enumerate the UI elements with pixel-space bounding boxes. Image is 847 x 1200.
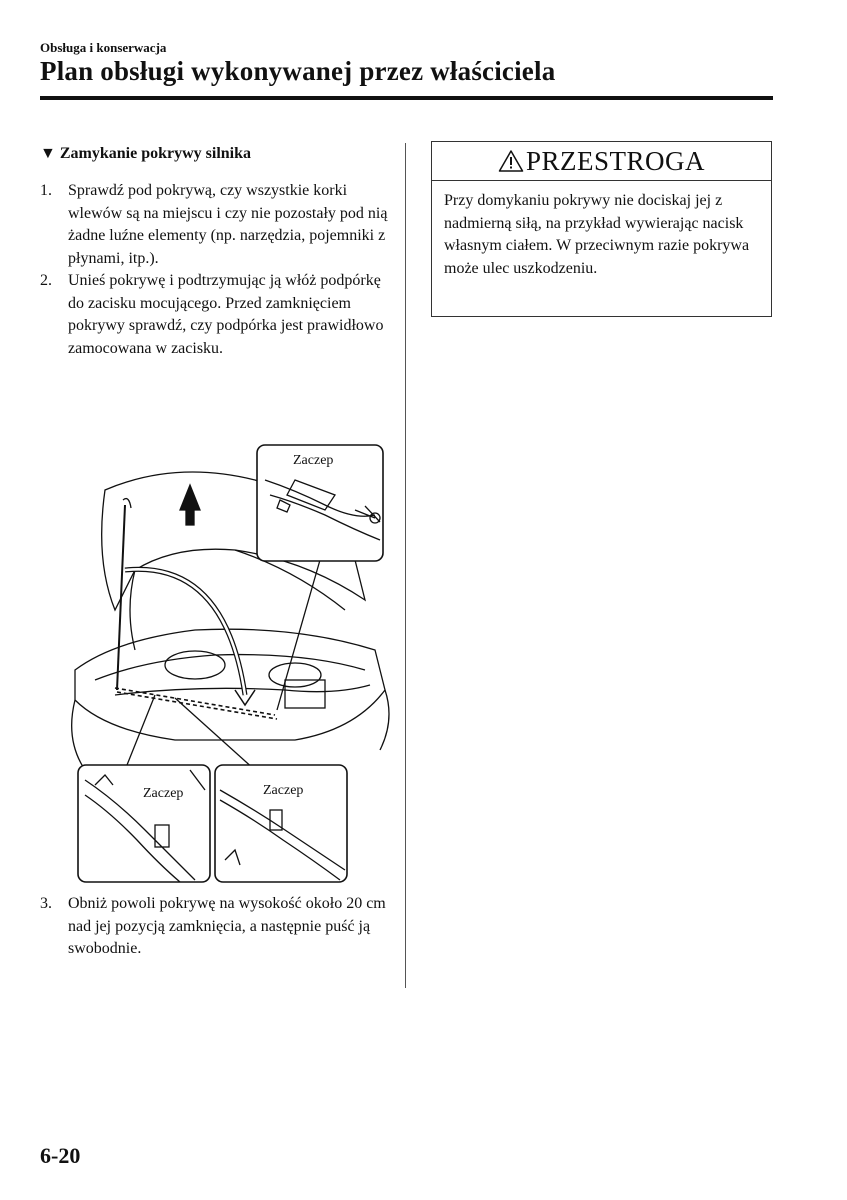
figure-label-zaczep-right: Zaczep bbox=[263, 783, 304, 798]
caution-title: PRZESTROGA bbox=[525, 145, 706, 176]
step-item bbox=[40, 270, 390, 360]
step-item bbox=[40, 893, 390, 961]
step-number: 1. bbox=[40, 182, 52, 199]
caution-header bbox=[432, 142, 771, 181]
step-number: 3. bbox=[40, 895, 52, 912]
procedure-heading bbox=[40, 145, 251, 163]
triangle-down-icon: ▼ bbox=[40, 145, 56, 162]
step-number: 2. bbox=[40, 272, 52, 289]
steps-list-bottom bbox=[40, 893, 390, 961]
figure-label-zaczep-left: Zaczep bbox=[143, 786, 184, 801]
warning-triangle-icon bbox=[498, 149, 524, 173]
step-text: Sprawdź pod pokrywą, czy wszystkie korki wlewów są na miejscu i czy nie pozostały pod nią żadne luźne elementy (np. narzędzia, pojemniki z płynami, itp.). bbox=[68, 182, 388, 267]
hood-closing-illustration bbox=[55, 440, 395, 890]
steps-list-top bbox=[40, 180, 390, 360]
section-label: Obsługa i konserwacja bbox=[40, 40, 167, 55]
title-rule bbox=[40, 96, 773, 100]
caution-text: Przy domykaniu pokrywy nie dociskaj jej z nadmierną siłą, na przykład wywierając nacisk własnym ciałem. W przeciwnym razie pokrywa może ulec uszkodzeniu. bbox=[444, 192, 750, 277]
page-number: 6-20 bbox=[40, 1143, 81, 1168]
column-divider bbox=[405, 143, 406, 988]
page-title: Plan obsługi wykonywanej przez właściciela bbox=[40, 56, 556, 86]
step-text: Obniż powoli pokrywę na wysokość około 20 cm nad jej pozycją zamknięcia, a następnie puść ją swobodnie. bbox=[68, 895, 386, 957]
caution-box bbox=[431, 141, 772, 317]
step-item bbox=[40, 180, 390, 270]
procedure-heading-text: Zamykanie pokrywy silnika bbox=[59, 145, 251, 162]
figure-label-zaczep-top: Zaczep bbox=[293, 453, 334, 468]
step-text: Unieś pokrywę i podtrzymując ją włóż podpórkę do zacisku mocującego. Przed zamknięciem pokrywy sprawdź, czy podpórka jest prawidłowo zamocowana w zacisku. bbox=[68, 272, 384, 357]
